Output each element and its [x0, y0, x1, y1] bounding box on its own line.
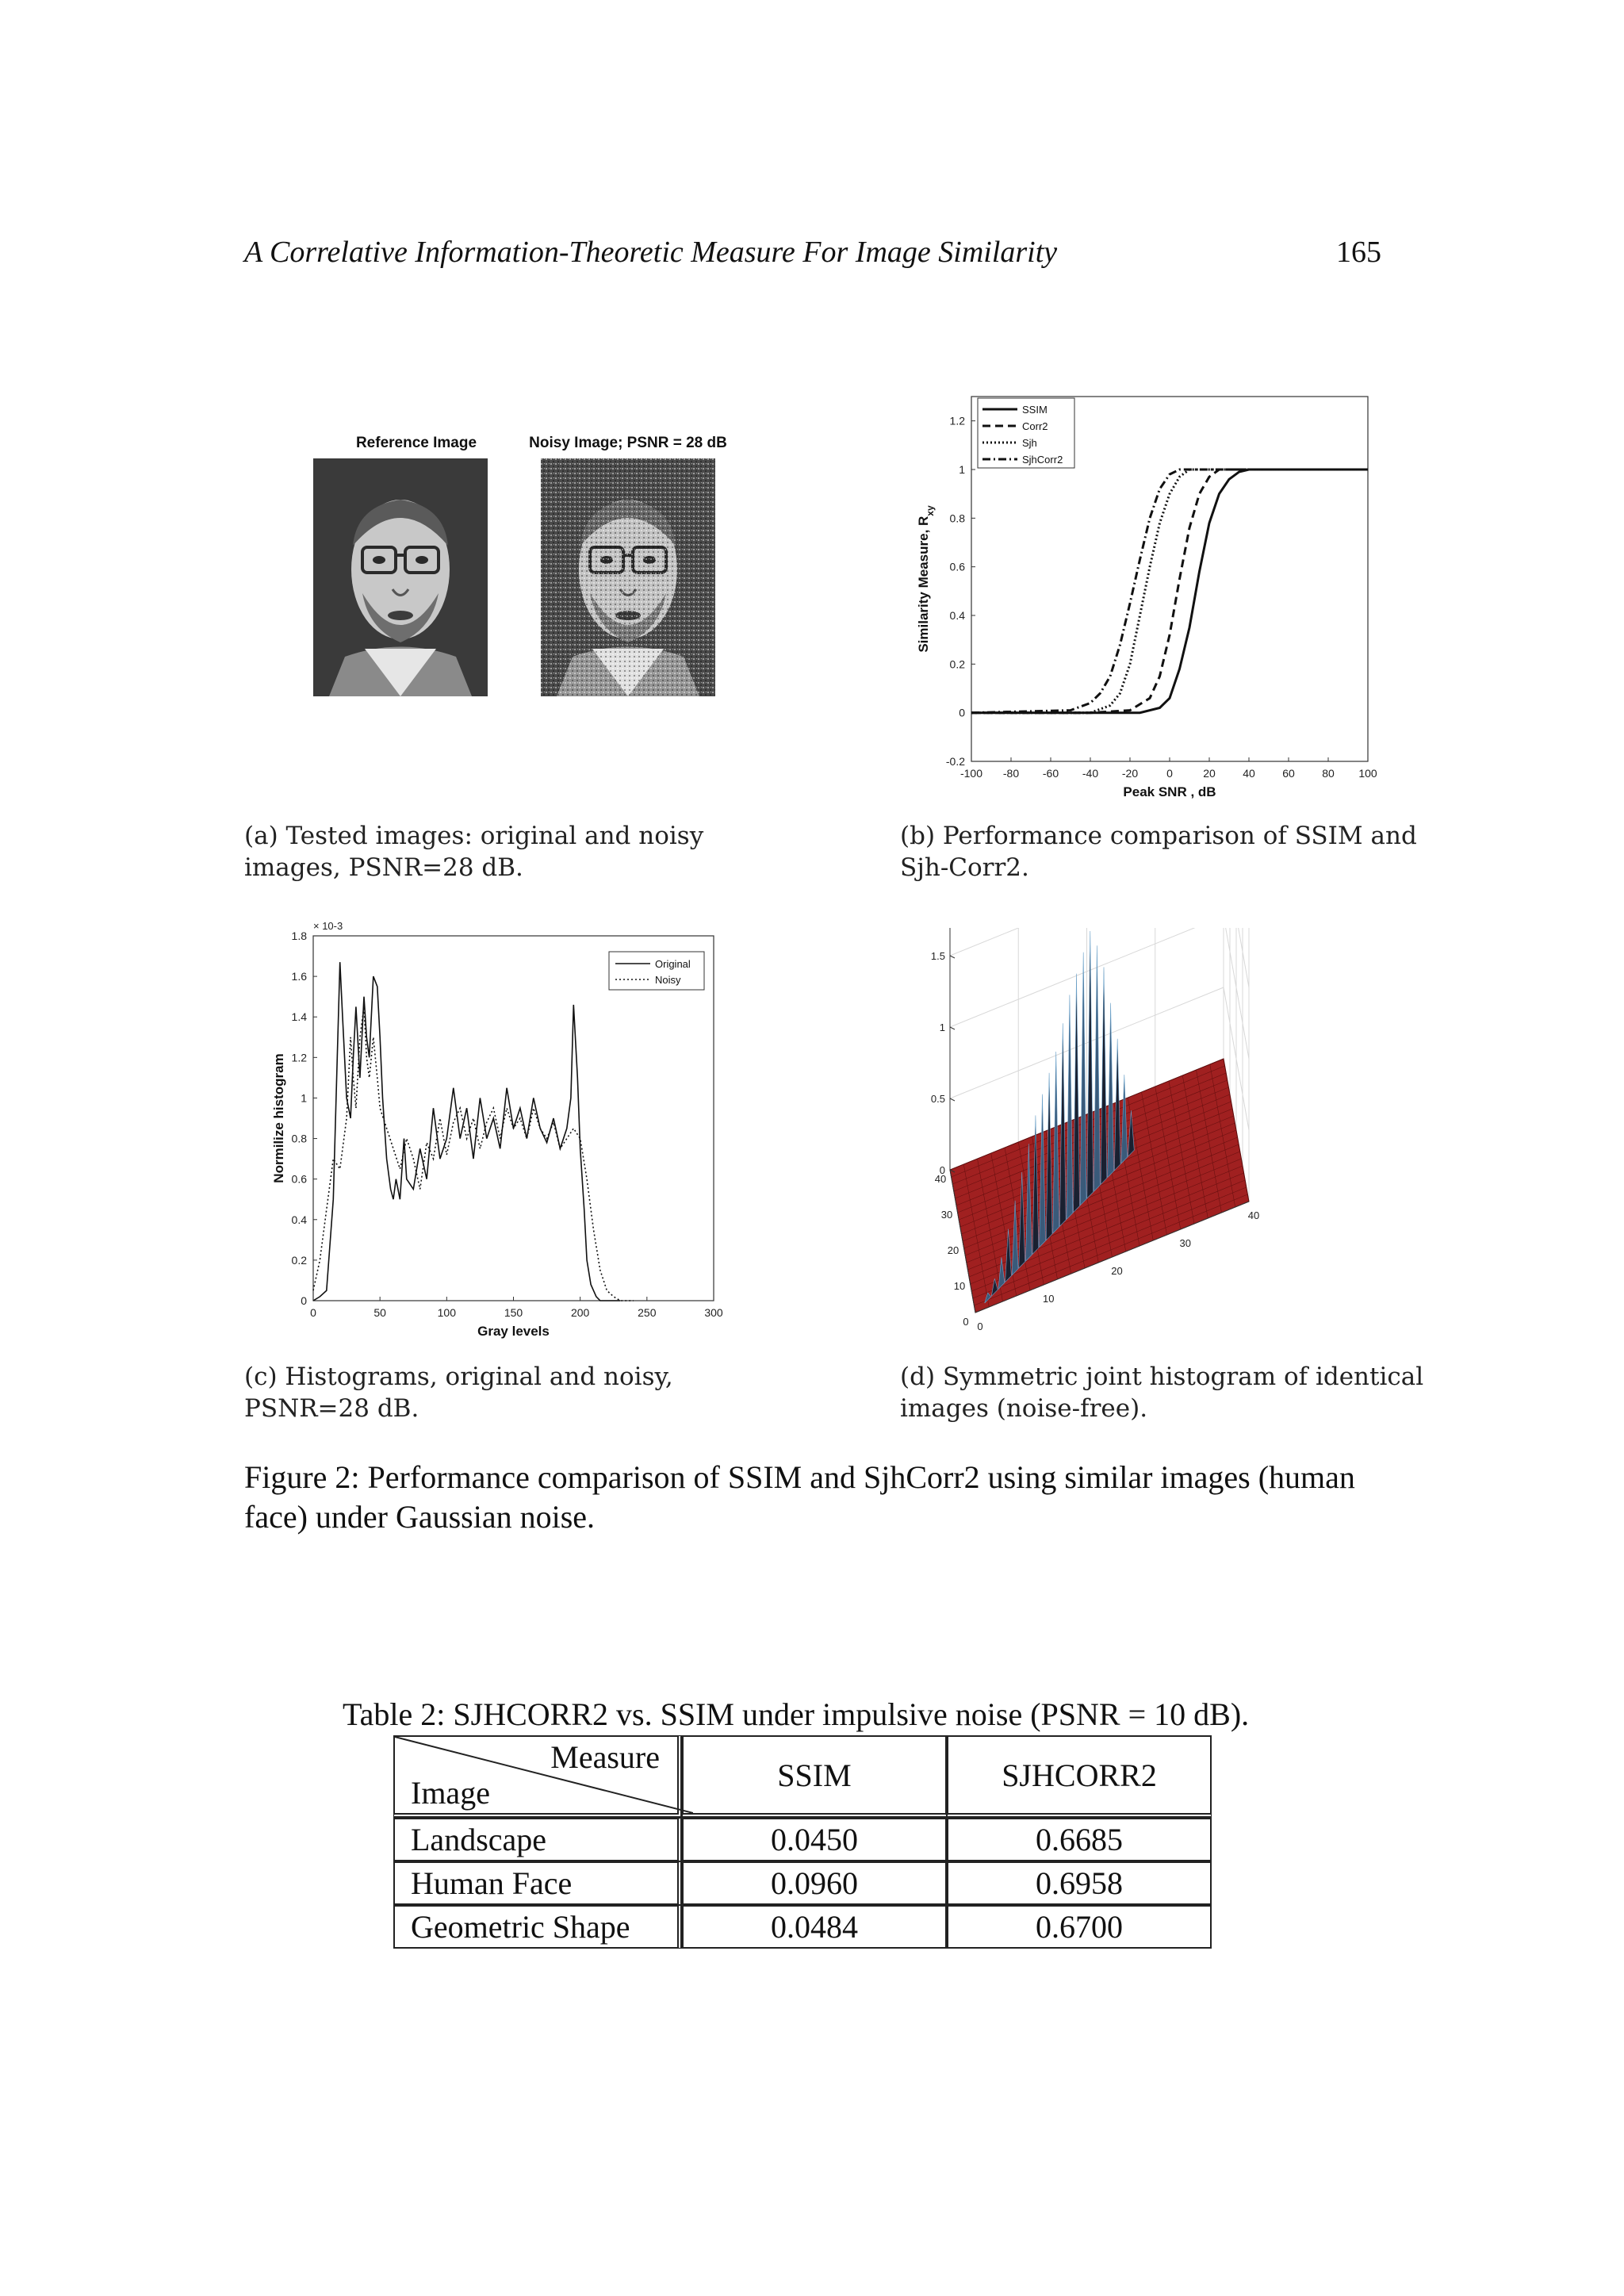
- x-axis-label: Gray levels: [477, 1324, 550, 1339]
- noisy-face-drawing: [541, 458, 715, 696]
- y-tick-label: 0: [963, 1316, 969, 1328]
- running-header-title: A Correlative Information-Theoretic Measure For Image Similarity: [244, 236, 1058, 269]
- y-tick-label: 0.8: [949, 512, 965, 525]
- x-tick-label: 100: [437, 1306, 457, 1319]
- z-tick-label: 0: [939, 1164, 945, 1176]
- spike: [1108, 1003, 1114, 1178]
- table-row: [393, 1905, 1212, 1949]
- y-tick-label: 1.2: [949, 414, 965, 427]
- figure-caption: Figure 2: Performance comparison of SSIM and SjhCorr2 using similar images (human face) under Gaussian noise.: [244, 1459, 1355, 1535]
- y-tick-label: 30: [940, 1209, 953, 1221]
- row-ssim-value: 0.0450: [682, 1818, 947, 1861]
- x-tick-label: 40: [1243, 767, 1255, 780]
- x-tick-label: -20: [1121, 767, 1139, 780]
- table-row: [393, 1861, 1212, 1905]
- z-tick: [950, 956, 955, 958]
- corner-image-label: Image: [411, 1775, 490, 1811]
- y-tick-label: 1: [959, 463, 965, 476]
- legend-label: SSIM: [1022, 404, 1048, 416]
- z-tick: [950, 1027, 955, 1029]
- x-tick-label: 300: [704, 1306, 723, 1319]
- results-table-wrap: [393, 1735, 1212, 1949]
- table-corner-cell: [393, 1735, 682, 1818]
- noisy-face-image: [541, 458, 715, 696]
- y-tick-label: 0.6: [291, 1172, 307, 1186]
- reference-face-drawing: [313, 458, 488, 696]
- similarity-chart: [896, 381, 1404, 809]
- row-image-name: Landscape: [393, 1818, 682, 1861]
- y-multiplier-label: × 10-3: [313, 920, 343, 932]
- legend-label: Noisy: [655, 974, 681, 986]
- y-tick-label: 0: [959, 706, 965, 719]
- y-tick-label: 1: [301, 1091, 307, 1105]
- x-tick-label: 150: [504, 1306, 523, 1319]
- histogram-chart: [266, 912, 741, 1356]
- y-tick-label: 1.6: [291, 970, 307, 983]
- caption-b: (b) Performance comparison of SSIM and Sjh-Corr2.: [900, 822, 1417, 882]
- y-tick-label: 0.2: [949, 657, 965, 671]
- x-tick-label: 50: [373, 1306, 386, 1319]
- x-tick-label: 0: [1166, 767, 1173, 780]
- plot-frame: [313, 936, 714, 1301]
- y-tick-label: 10: [953, 1280, 966, 1292]
- y-tick-label: 1.2: [291, 1051, 307, 1064]
- row-image-name: Human Face: [393, 1861, 682, 1905]
- x-tick-label: 10: [1043, 1293, 1055, 1305]
- x-tick-label: 40: [1247, 1209, 1260, 1221]
- x-axis-label: Peak SNR , dB: [1123, 784, 1216, 799]
- y-tick-label: 0.8: [291, 1132, 307, 1145]
- y-tick-label: 1.8: [291, 930, 307, 942]
- row-sjhcorr2-value: 0.6958: [947, 1861, 1212, 1905]
- row-ssim-value: 0.0960: [682, 1861, 947, 1905]
- table-caption: Table 2: SJHCORR2 vs. SSIM under impulsive noise (PSNR = 10 dB).: [343, 1696, 1250, 1732]
- x-tick-label: -60: [1042, 767, 1059, 780]
- x-tick-label: 20: [1111, 1265, 1123, 1277]
- z-tick: [950, 1098, 955, 1101]
- joint-histogram-surface: [912, 928, 1419, 1340]
- corner-measure-label: Measure: [550, 1739, 660, 1775]
- x-tick-label: 100: [1358, 767, 1377, 780]
- reference-image-label: Reference Image: [355, 435, 477, 451]
- y-tick-label: 40: [934, 1173, 947, 1185]
- y-axis-label: Normilize histogram: [271, 1053, 286, 1183]
- y-tick-label: 0.6: [949, 560, 965, 573]
- legend-label: Original: [655, 958, 691, 970]
- row-ssim-value: 0.0484: [682, 1905, 947, 1949]
- x-tick-label: 0: [310, 1306, 316, 1319]
- y-tick-label: 0.4: [949, 609, 965, 622]
- x-tick-label: -40: [1082, 767, 1099, 780]
- legend-label: Sjh: [1022, 437, 1037, 449]
- reference-face-image: [313, 458, 488, 696]
- table-row: [393, 1818, 1212, 1861]
- x-tick-label: 80: [1322, 767, 1335, 780]
- spike: [1067, 995, 1073, 1219]
- row-image-name: Geometric Shape: [393, 1905, 682, 1949]
- z-tick-label: 1: [939, 1022, 945, 1033]
- x-tick-label: 0: [977, 1320, 983, 1332]
- row-sjhcorr2-value: 0.6700: [947, 1905, 1212, 1949]
- x-tick-label: 60: [1282, 767, 1295, 780]
- legend-label: SjhCorr2: [1022, 454, 1063, 466]
- page-number: 165: [1336, 236, 1381, 269]
- column-header-sjhcorr2: SJHCORR2: [947, 1735, 1212, 1818]
- x-tick-label: 20: [1203, 767, 1216, 780]
- y-tick-label: -0.2: [945, 755, 965, 768]
- table-header-row: [393, 1735, 1212, 1818]
- y-axis-label-subscript: xy: [925, 505, 936, 516]
- results-table: [393, 1735, 1212, 1949]
- x-tick-label: 250: [638, 1306, 657, 1319]
- y-tick-label: 20: [947, 1244, 959, 1256]
- z-tick-label: 0.5: [930, 1093, 945, 1105]
- x-tick-label: -100: [959, 767, 983, 780]
- caption-d: (d) Symmetric joint histogram of identical images (noise-free).: [900, 1363, 1424, 1423]
- legend-label: Corr2: [1022, 420, 1048, 432]
- spike: [1074, 974, 1080, 1213]
- caption-a: (a) Tested images: original and noisy images, PSNR=28 dB.: [244, 822, 704, 882]
- spike: [1101, 967, 1107, 1184]
- legend: [609, 952, 704, 990]
- y-tick-label: 1.4: [291, 1010, 307, 1024]
- y-tick-label: 0: [301, 1294, 307, 1307]
- caption-c: (c) Histograms, original and noisy, PSNR=28 dB.: [244, 1363, 673, 1423]
- spike: [1080, 953, 1086, 1205]
- x-tick-label: -80: [1002, 767, 1020, 780]
- y-tick-label: 0.2: [291, 1253, 307, 1267]
- column-header-ssim: SSIM: [682, 1735, 947, 1818]
- spike: [1094, 945, 1101, 1191]
- y-tick-label: 0.4: [291, 1213, 307, 1226]
- x-tick-label: 30: [1179, 1237, 1191, 1249]
- legend: [978, 398, 1074, 468]
- x-tick-label: 200: [570, 1306, 590, 1319]
- row-sjhcorr2-value: 0.6685: [947, 1818, 1212, 1861]
- y-axis-label: Similarity Measure, $R_{xy}$: [916, 505, 936, 653]
- noisy-image-label: Noisy Image; PSNR = 28 dB: [529, 435, 727, 451]
- z-tick-label: 1.5: [930, 950, 945, 962]
